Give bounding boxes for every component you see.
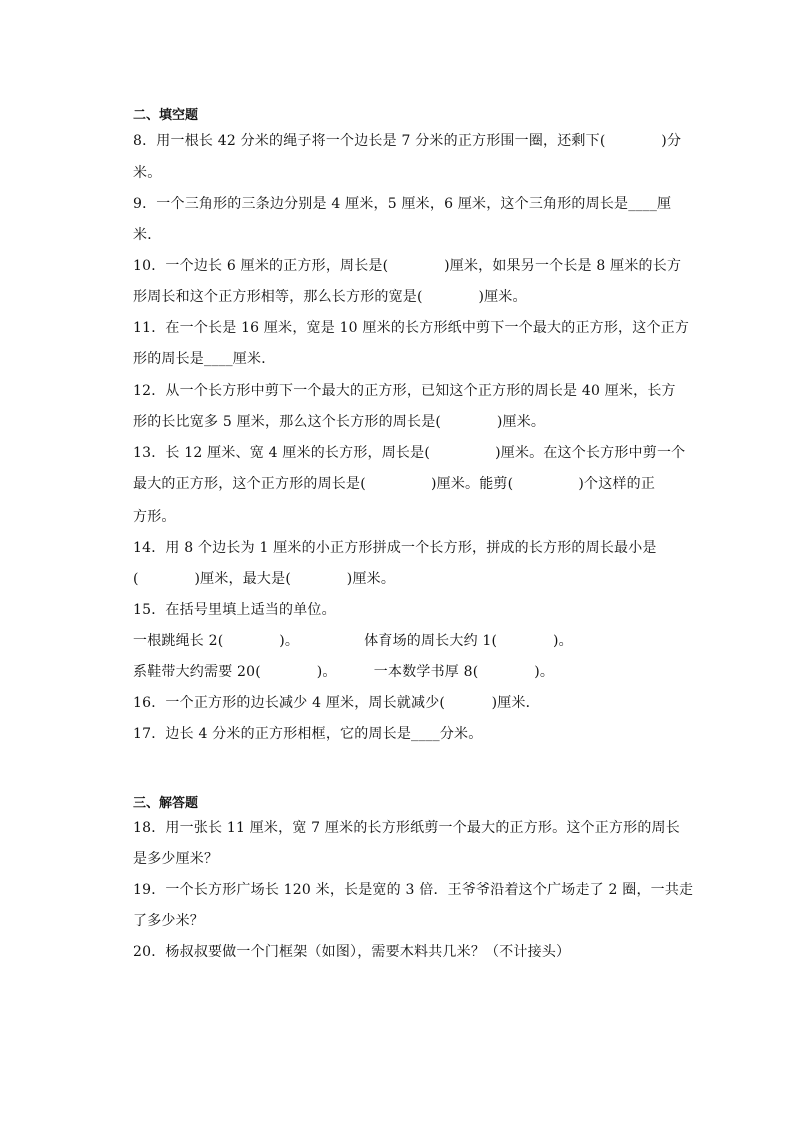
question-line: 11．在一个长是 16 厘米，宽是 10 厘米的长方形纸中剪下一个最大的正方形，这个正方 [133, 320, 690, 336]
question-line: 15．在括号里填上适当的单位。 [133, 602, 336, 618]
question-line: 10．一个边长 6 厘米的正方形，周长是( )厘米，如果另一个长是 8 厘米的长方 [133, 258, 682, 274]
question-line: 形的长比宽多 5 厘米，那么这个长方形的周长是( )厘米。 [133, 414, 546, 430]
question-line: 19．一个长方形广场长 120 米，长是宽的 3 倍．王爷爷沿着这个广场走了 2 圈，一共走 [133, 882, 694, 898]
question-line: 是多少厘米？ [133, 851, 219, 867]
question-line: 最大的正方形，这个正方形的周长是( )厘米。能剪( )个这样的正 [133, 476, 656, 492]
question-line: 13．长 12 厘米、宽 4 厘米的长方形，周长是( )厘米。在这个长方形中剪一个 [133, 445, 686, 461]
question-line: 8．用一根长 42 分米的绳子将一个边长是 7 分米的正方形围一圈，还剩下( )分 [133, 133, 682, 149]
question-line: 14．用 8 个边长为 1 厘米的小正方形拼成一个长方形，拼成的长方形的周长最小是 [133, 540, 657, 556]
question-line: ( )厘米，最大是( )厘米。 [133, 571, 396, 587]
question-line: 一根跳绳长 2( )。 体育场的周长大约 1( )。 [133, 633, 573, 649]
question-line: 米． [133, 227, 162, 243]
question-line: 形的周长是____厘米． [133, 351, 276, 367]
question-line: 18．用一张长 11 厘米，宽 7 厘米的长方形纸剪一个最大的正方形。这个正方形的周长 [133, 820, 680, 836]
question-line: 9．一个三角形的三条边分别是 4 厘米，5 厘米，6 厘米，这个三角形的周长是____厘 [133, 196, 672, 212]
question-line: 米。 [133, 165, 162, 181]
section-title-answer: 三、解答题 [133, 796, 199, 811]
section-title-fill-in: 二、填空题 [133, 108, 199, 123]
question-line: 12．从一个长方形中剪下一个最大的正方形，已知这个正方形的周长是 40 厘米，长方 [133, 383, 676, 399]
question-line: 方形。 [133, 509, 176, 525]
question-line: 17．边长 4 分米的正方形相框，它的周长是____分米。 [133, 726, 483, 742]
question-line: 了多少米？ [133, 913, 204, 929]
question-line: 形周长和这个正方形相等，那么长方形的宽是( )厘米。 [133, 289, 527, 305]
question-line: 系鞋带大约需要 20( )。 一本数学书厚 8( )。 [133, 664, 555, 680]
question-line: 16．一个正方形的边长减少 4 厘米，周长就减少( )厘米． [133, 695, 540, 711]
question-line: 20．杨叔叔要做一个门框架（如图），需要木料共几米？（不计接头） [133, 944, 571, 960]
